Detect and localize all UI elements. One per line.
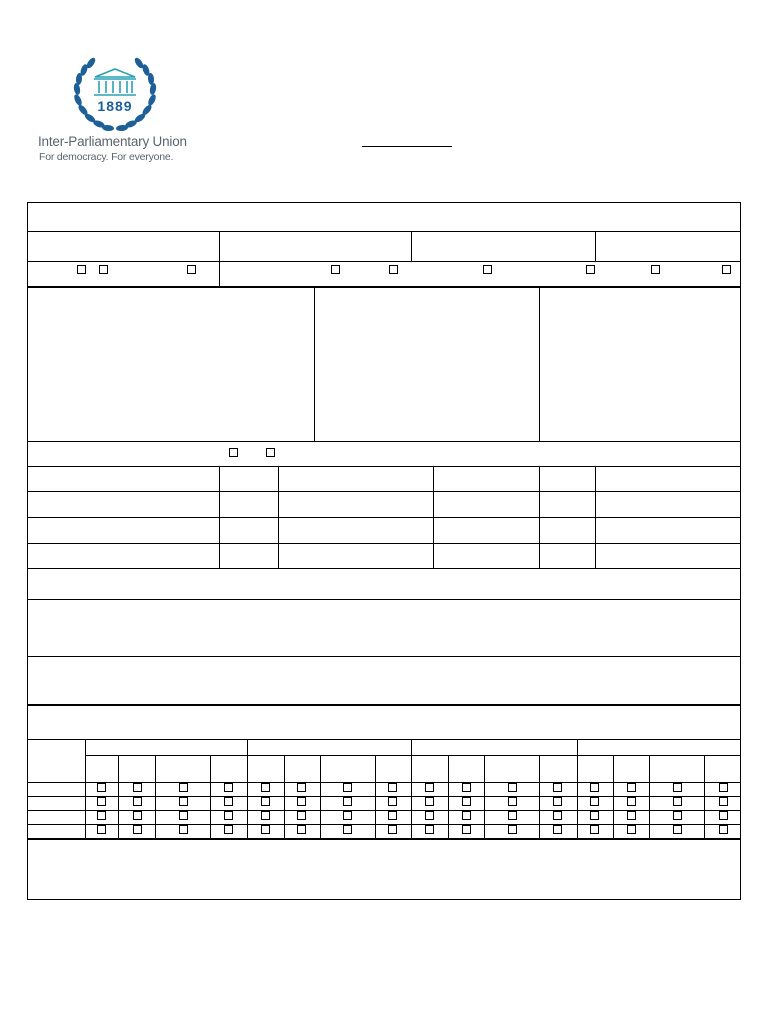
col-divider — [595, 466, 596, 568]
checkbox[interactable] — [343, 825, 352, 834]
checkbox[interactable] — [586, 265, 595, 274]
checkbox[interactable] — [297, 811, 306, 820]
checkbox[interactable] — [627, 825, 636, 834]
checkbox[interactable] — [719, 783, 728, 792]
checkbox[interactable] — [651, 265, 660, 274]
application-form-grid — [27, 202, 741, 900]
checkbox[interactable] — [590, 783, 599, 792]
checkbox[interactable] — [462, 797, 471, 806]
row-divider — [27, 656, 741, 657]
col-divider — [433, 466, 434, 568]
col-divider — [577, 739, 578, 838]
checkbox[interactable] — [462, 825, 471, 834]
laurel-wreath-icon — [70, 55, 160, 133]
checkbox[interactable] — [133, 811, 142, 820]
checkbox[interactable] — [553, 783, 562, 792]
checkbox[interactable] — [97, 811, 106, 820]
reference-number-line — [362, 146, 452, 147]
row-divider — [27, 491, 741, 492]
col-divider — [247, 739, 248, 838]
row-divider — [27, 704, 741, 706]
col-divider — [613, 755, 614, 838]
checkbox[interactable] — [224, 825, 233, 834]
col-divider — [278, 466, 279, 568]
logo-year: 1889 — [97, 98, 133, 114]
checkbox[interactable] — [331, 265, 340, 274]
checkbox[interactable] — [133, 825, 142, 834]
checkbox[interactable] — [297, 825, 306, 834]
checkbox[interactable] — [722, 265, 731, 274]
col-divider — [595, 231, 596, 261]
checkbox[interactable] — [297, 797, 306, 806]
checkbox[interactable] — [266, 448, 275, 457]
checkbox[interactable] — [553, 825, 562, 834]
checkbox[interactable] — [389, 265, 398, 274]
logo-tagline: For democracy. For everyone. — [39, 151, 174, 163]
ipu-logo — [38, 55, 198, 170]
col-divider — [484, 755, 485, 838]
col-divider — [314, 287, 315, 441]
checkbox[interactable] — [343, 797, 352, 806]
checkbox[interactable] — [343, 783, 352, 792]
col-divider — [320, 755, 321, 838]
checkbox[interactable] — [590, 811, 599, 820]
checkbox[interactable] — [590, 825, 599, 834]
checkbox[interactable] — [508, 797, 517, 806]
checkbox[interactable] — [133, 783, 142, 792]
checkbox[interactable] — [343, 811, 352, 820]
checkbox[interactable] — [673, 825, 682, 834]
checkbox[interactable] — [590, 797, 599, 806]
checkbox[interactable] — [425, 783, 434, 792]
checkbox[interactable] — [627, 797, 636, 806]
col-divider — [539, 466, 540, 568]
checkbox[interactable] — [229, 448, 238, 457]
col-divider — [219, 466, 220, 568]
checkbox[interactable] — [673, 797, 682, 806]
row-divider — [27, 568, 741, 569]
checkbox[interactable] — [388, 797, 397, 806]
checkbox[interactable] — [97, 825, 106, 834]
col-divider — [411, 231, 412, 261]
row-divider — [85, 755, 741, 756]
checkbox[interactable] — [673, 783, 682, 792]
logo-org-name: Inter-Parliamentary Union — [38, 134, 187, 149]
row-divider — [27, 543, 741, 544]
checkbox[interactable] — [224, 797, 233, 806]
checkbox[interactable] — [388, 811, 397, 820]
checkbox[interactable] — [179, 797, 188, 806]
checkbox[interactable] — [425, 797, 434, 806]
col-divider — [85, 739, 86, 838]
checkbox[interactable] — [97, 783, 106, 792]
checkbox[interactable] — [627, 811, 636, 820]
checkbox[interactable] — [261, 783, 270, 792]
col-divider — [539, 755, 540, 838]
row-divider — [27, 261, 741, 262]
checkbox[interactable] — [627, 783, 636, 792]
checkbox[interactable] — [179, 811, 188, 820]
checkbox[interactable] — [508, 783, 517, 792]
checkbox[interactable] — [133, 797, 142, 806]
col-divider — [210, 755, 211, 838]
row-divider — [27, 231, 741, 232]
checkbox[interactable] — [553, 811, 562, 820]
checkbox[interactable] — [261, 825, 270, 834]
checkbox[interactable] — [719, 811, 728, 820]
row-divider — [27, 286, 741, 288]
checkbox[interactable] — [719, 825, 728, 834]
row-divider — [27, 441, 741, 442]
col-divider — [284, 755, 285, 838]
checkbox[interactable] — [297, 783, 306, 792]
checkbox[interactable] — [179, 825, 188, 834]
col-divider — [539, 287, 540, 441]
checkbox[interactable] — [425, 825, 434, 834]
row-divider — [27, 466, 741, 467]
col-divider — [375, 755, 376, 838]
checkbox[interactable] — [508, 825, 517, 834]
checkbox[interactable] — [553, 797, 562, 806]
checkbox[interactable] — [388, 825, 397, 834]
checkbox[interactable] — [719, 797, 728, 806]
col-divider — [704, 755, 705, 838]
checkbox[interactable] — [508, 811, 517, 820]
checkbox[interactable] — [179, 783, 188, 792]
col-divider — [118, 755, 119, 838]
row-divider — [27, 599, 741, 600]
checkbox[interactable] — [462, 783, 471, 792]
checkbox[interactable] — [261, 797, 270, 806]
checkbox[interactable] — [77, 265, 86, 274]
row-divider — [27, 739, 741, 740]
checkbox[interactable] — [224, 811, 233, 820]
checkbox[interactable] — [261, 811, 270, 820]
checkbox[interactable] — [425, 811, 434, 820]
row-divider — [27, 517, 741, 518]
col-divider — [219, 231, 220, 286]
checkbox[interactable] — [388, 783, 397, 792]
checkbox[interactable] — [97, 797, 106, 806]
col-divider — [411, 739, 412, 838]
col-divider — [155, 755, 156, 838]
row-divider — [27, 838, 741, 840]
checkbox[interactable] — [224, 783, 233, 792]
col-divider — [649, 755, 650, 838]
checkbox[interactable] — [99, 265, 108, 274]
checkbox[interactable] — [462, 811, 471, 820]
col-divider — [448, 755, 449, 838]
checkbox[interactable] — [673, 811, 682, 820]
checkbox[interactable] — [483, 265, 492, 274]
checkbox[interactable] — [187, 265, 196, 274]
